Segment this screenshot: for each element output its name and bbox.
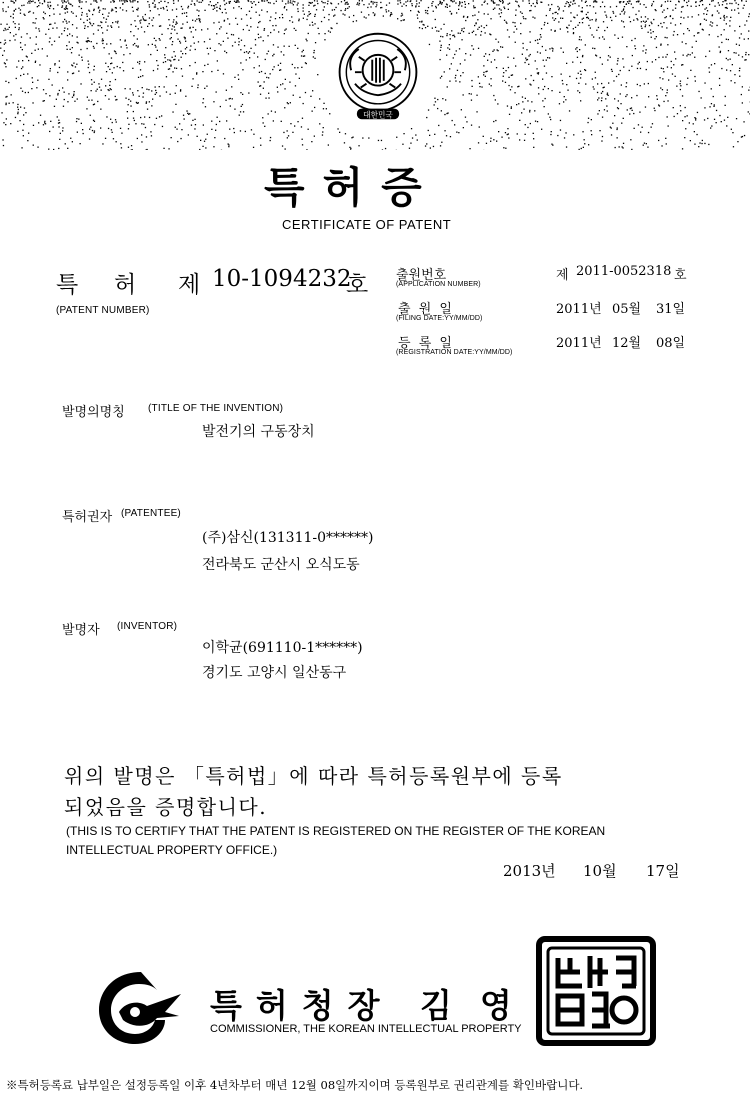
patent-number-suffix: 호 bbox=[346, 272, 369, 298]
issue-date-year: 2013년 bbox=[503, 862, 556, 880]
certification-en-line-2: INTELLECTUAL PROPERTY OFFICE.) bbox=[66, 843, 278, 857]
patentee-label: 특허권자 bbox=[62, 510, 113, 525]
issue-date-day: 17일 bbox=[646, 862, 680, 880]
inventor-name: 이학균(691110-1******) bbox=[202, 640, 363, 656]
registration-date-month: 12월 bbox=[612, 336, 642, 351]
patent-number-label-1: 특 bbox=[56, 272, 79, 298]
document-subtitle: CERTIFICATE OF PATENT bbox=[282, 217, 452, 232]
patentee-address: 전라북도 군산시 오식도동 bbox=[202, 557, 360, 573]
registration-date-label: 등 록 일 bbox=[398, 336, 454, 351]
commissioner-title: 특허청장 bbox=[210, 986, 394, 1025]
inventor-label: 발명자 bbox=[62, 623, 100, 638]
filing-date-year: 2011년 bbox=[556, 302, 602, 317]
application-number-label: 출원번호 bbox=[396, 268, 447, 283]
korean-government-emblem-icon bbox=[330, 28, 426, 124]
inventor-address: 경기도 고양시 일산동구 bbox=[202, 665, 347, 681]
registration-date-year: 2011년 bbox=[556, 336, 602, 351]
certification-en-line-1: (THIS IS TO CERTIFY THAT THE PATENT IS REGISTERED ON THE REGISTER OF THE KOREAN bbox=[66, 824, 606, 838]
commissioner-name: 김영 bbox=[420, 986, 540, 1025]
issue-date-month: 10월 bbox=[583, 862, 617, 880]
kipo-logo-icon bbox=[95, 968, 185, 1048]
patent-number-label-3: 제 bbox=[178, 272, 201, 298]
application-number-prefix: 제 bbox=[556, 268, 569, 283]
patent-number-label-2: 허 bbox=[114, 272, 137, 298]
filing-date-label-en: (FILING DATE:YY/MM/DD) bbox=[396, 315, 483, 322]
invention-title-label: 발명의명칭 bbox=[62, 405, 125, 420]
certification-line-2: 되었음을 증명합니다. bbox=[64, 795, 268, 819]
patent-number-label-en: (PATENT NUMBER) bbox=[56, 305, 150, 316]
patentee-label-en: (PATENTEE) bbox=[121, 508, 181, 519]
filing-date-day: 31일 bbox=[656, 302, 686, 317]
invention-title-value: 발전기의 구동장치 bbox=[202, 424, 315, 440]
document-title: 특허증 bbox=[264, 163, 440, 212]
application-number-suffix: 호 bbox=[674, 268, 687, 283]
commissioner-title-en: COMMISSIONER, THE KOREAN INTELLECTUAL PROPERTY bbox=[210, 1023, 522, 1035]
filing-date-label: 출 원 일 bbox=[398, 302, 454, 317]
invention-title-label-en: (TITLE OF THE INVENTION) bbox=[148, 403, 284, 414]
inventor-label-en: (INVENTOR) bbox=[117, 621, 178, 632]
filing-date-month: 05월 bbox=[612, 302, 642, 317]
footer-notice: ※특허등록료 납부일은 설정등록일 이후 4년차부터 매년 12월 08일까지이며 등록원부로 권리관계를 확인바랍니다. bbox=[6, 1078, 584, 1092]
registration-date-label-en: (REGISTRATION DATE:YY/MM/DD) bbox=[396, 349, 513, 356]
registration-date-day: 08일 bbox=[656, 336, 686, 351]
patent-number-value: 10-1094232 bbox=[212, 266, 352, 292]
application-number-value: 2011-0052318 bbox=[576, 264, 672, 279]
official-seal-icon bbox=[536, 936, 656, 1046]
emblem-caption: 대한민국 bbox=[363, 110, 393, 120]
patentee-name: (주)삼신(131311-0******) bbox=[202, 530, 374, 546]
application-number-label-en: (APPLICATION NUMBER) bbox=[396, 281, 481, 288]
certification-line-1: 위의 발명은 「특허법」에 따라 특허등록원부에 등록 bbox=[64, 764, 563, 788]
